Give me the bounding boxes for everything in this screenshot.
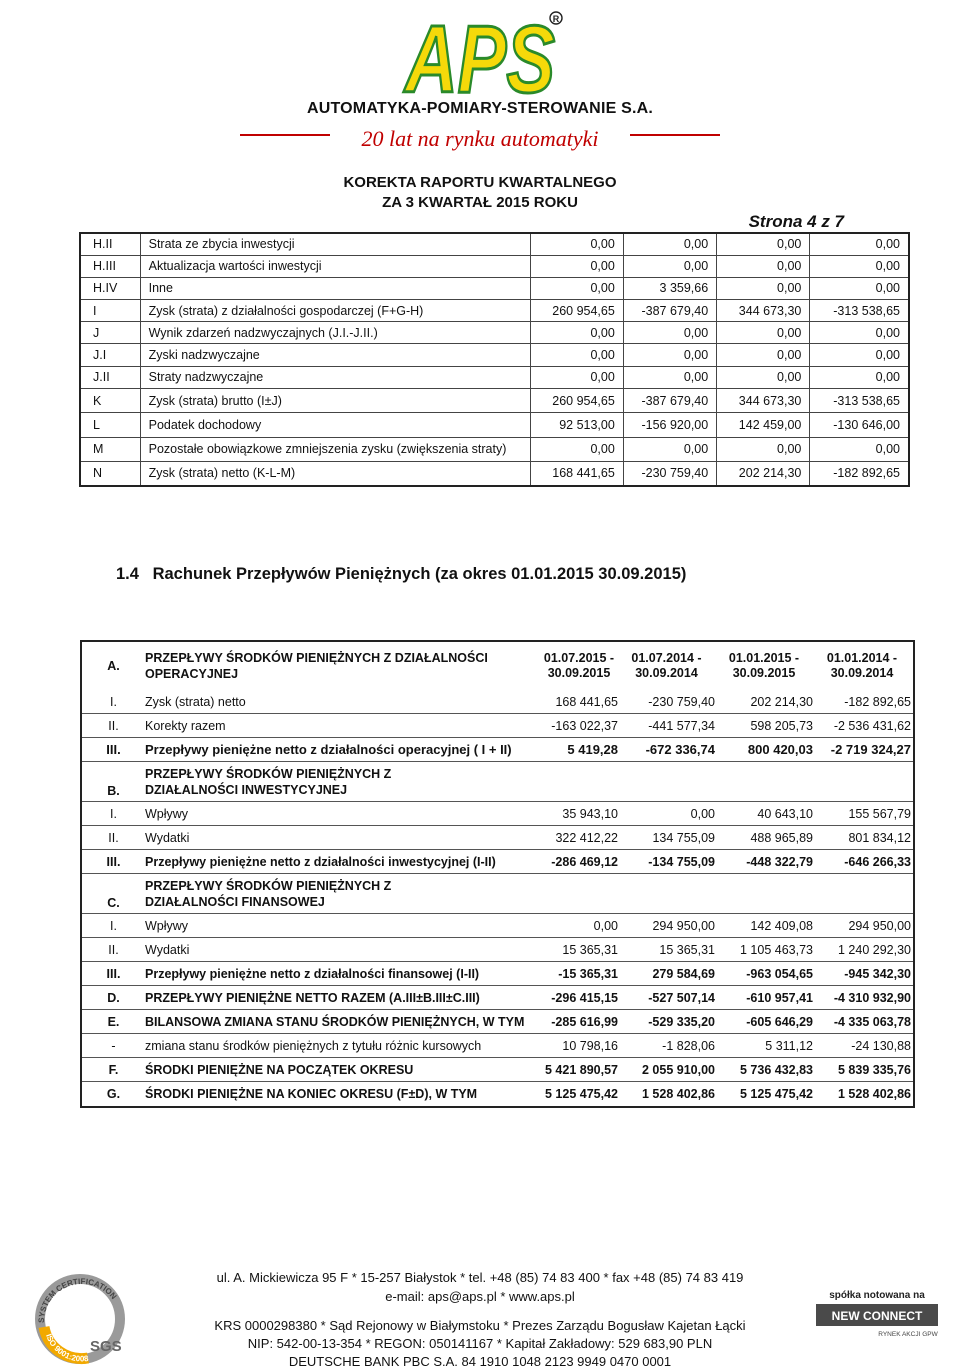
- row-value: 5 125 475,42: [740, 1087, 813, 1101]
- row-code: E.: [107, 1014, 120, 1029]
- table-row: [82, 986, 913, 1010]
- row-value: 142 409,08: [750, 918, 813, 933]
- row-value: -286 469,12: [551, 854, 618, 869]
- cash-flow-body: [82, 690, 913, 1106]
- header-period-4-end: 30.09.2014: [830, 666, 894, 680]
- row-value: 0,00: [690, 806, 715, 821]
- row-value: 1 105 463,73: [740, 942, 813, 957]
- row-value: 40 643,10: [757, 806, 813, 821]
- row-value: -230 759,40: [648, 694, 715, 709]
- row-value: 202 214,30: [750, 694, 813, 709]
- row-value: -529 335,20: [648, 1014, 715, 1029]
- row-label: Wpływy: [145, 806, 189, 821]
- table-row: [82, 802, 913, 826]
- row-value: -296 415,15: [551, 990, 618, 1005]
- header-period-4-start: 01.01.2014 -: [826, 651, 898, 665]
- footer-address: ul. A. Mickiewicza 95 F * 15-257 Białystok * tel. +48 (85) 74 83 400 * fax +48 (85) 74 83 419: [216, 1270, 744, 1285]
- row-value: 15 365,31: [562, 942, 618, 957]
- row-value: 488 965,89: [750, 830, 813, 845]
- row-value: 0,00: [717, 277, 810, 299]
- row-value: 0,00: [530, 322, 623, 344]
- table-row: [80, 277, 909, 299]
- row-label: Zysk (strata) netto (K-L-M): [140, 461, 530, 485]
- table-row: [82, 850, 913, 874]
- row-code: J: [80, 322, 140, 344]
- row-value: 0,00: [810, 255, 909, 277]
- row-value: 0,00: [623, 233, 716, 255]
- row-code: N: [80, 461, 140, 485]
- row-code: F.: [108, 1062, 119, 1077]
- row-value: 0,00: [810, 344, 909, 366]
- row-value: -387 679,40: [623, 388, 716, 412]
- row-value: -441 577,34: [648, 718, 715, 733]
- table-row: [82, 1010, 913, 1034]
- row-label: Przepływy pieniężne netto z działalności inwestycyjnej (I-II): [145, 854, 496, 869]
- table-row: [80, 255, 909, 277]
- row-value: -387 679,40: [623, 300, 716, 322]
- row-code: II.: [108, 942, 119, 957]
- row-code: H.III: [80, 255, 140, 277]
- table-row: [82, 690, 913, 714]
- row-value: 92 513,00: [530, 413, 623, 437]
- row-value: 0,00: [717, 366, 810, 388]
- cert-iso-text: ISO 9001:2008: [44, 1332, 89, 1364]
- row-value: 0,00: [717, 255, 810, 277]
- row-label: ŚRODKI PIENIĘŻNE NA KONIEC OKRESU (F±D), W TYM: [145, 1087, 478, 1101]
- row-value: 0,00: [623, 366, 716, 388]
- row-code: I.: [110, 918, 117, 933]
- row-value: 142 459,00: [717, 413, 810, 437]
- row-value: -134 755,09: [648, 854, 715, 869]
- row-value: 1 240 292,30: [838, 942, 911, 957]
- row-value: 800 420,03: [747, 742, 813, 757]
- aps-logo: [396, 6, 564, 102]
- row-value: 155 567,79: [848, 806, 911, 821]
- header-period-3-start: 01.01.2015 -: [728, 651, 800, 665]
- row-label: PRZEPŁYWY PIENIĘŻNE NETTO RAZEM (A.III±B.III±C.III): [145, 990, 480, 1005]
- row-code: I.: [110, 806, 117, 821]
- row-value: 0,00: [810, 437, 909, 461]
- row-value: 35 943,10: [562, 806, 618, 821]
- row-code: III.: [106, 966, 121, 981]
- company-name: AUTOMATYKA-POMIARY-STEROWANIE S.A.: [306, 100, 654, 117]
- row-value: 1 528 402,86: [838, 1087, 911, 1101]
- row-value: 0,00: [810, 277, 909, 299]
- row-value: 0,00: [810, 322, 909, 344]
- row-value: 168 441,65: [530, 461, 623, 485]
- row-code: L: [80, 413, 140, 437]
- row-value: 5 311,12: [765, 1038, 813, 1053]
- row-value: 0,00: [530, 344, 623, 366]
- row-label: zmiana stanu środków pieniężnych z tytułu różnic kursowych: [145, 1038, 482, 1053]
- row-value: -15 365,31: [558, 966, 618, 981]
- footer-nip: NIP: 542-00-13-354 * REGON: 050141167 * Kapitał Zakładowy: 529 683,90 PLN: [247, 1336, 713, 1351]
- page-number: Strona 4 z 7: [748, 212, 844, 231]
- row-value: -156 920,00: [623, 413, 716, 437]
- row-value: 0,00: [530, 255, 623, 277]
- table-row: [80, 437, 909, 461]
- row-value: -527 507,14: [648, 990, 715, 1005]
- row-value: -182 892,65: [844, 694, 911, 709]
- table-row: [82, 962, 913, 986]
- row-value: -230 759,40: [623, 461, 716, 485]
- row-value: -448 322,79: [746, 854, 813, 869]
- row-value: 279 584,69: [652, 966, 715, 981]
- table-row: [82, 738, 913, 762]
- row-value: 2 055 910,00: [642, 1062, 715, 1077]
- row-value: -646 266,33: [844, 854, 911, 869]
- section-title: [116, 565, 686, 584]
- table-row: [82, 914, 913, 938]
- table-row: [80, 413, 909, 437]
- row-value: 0,00: [530, 233, 623, 255]
- row-value: 168 441,65: [555, 694, 618, 709]
- row-value: 322 412,22: [555, 830, 618, 845]
- row-value: 134 755,09: [652, 830, 715, 845]
- row-label: Pozostałe obowiązkowe zmniejszenia zysku (zwiększenia straty): [140, 437, 530, 461]
- svg-text:R: R: [552, 14, 560, 24]
- report-title-line1: KOREKTA RAPORTU KWARTALNEGO: [343, 174, 617, 191]
- tagline-right-rule: [630, 134, 720, 136]
- row-label: Korekty razem: [145, 718, 226, 733]
- row-value: 10 798,16: [562, 1038, 618, 1053]
- table-row: [80, 366, 909, 388]
- row-code: II.: [108, 830, 119, 845]
- row-value: 5 125 475,42: [545, 1087, 618, 1101]
- aps-logo-text: APS: [403, 6, 555, 102]
- row-value: -2 536 431,62: [833, 718, 911, 733]
- row-value: 260 954,65: [530, 388, 623, 412]
- tagline-row: [0, 126, 960, 156]
- row-value: -610 957,41: [746, 990, 813, 1005]
- row-label: Wydatki: [145, 942, 190, 957]
- income-statement-table: [79, 232, 910, 487]
- header-period-1-end: 30.09.2015: [547, 666, 611, 680]
- row-label: Przepływy pieniężne netto z działalności finansowej (I-II): [145, 966, 480, 981]
- row-value: 5 419,28: [567, 742, 618, 757]
- table-row: [80, 461, 909, 485]
- row-value: 202 214,30: [717, 461, 810, 485]
- row-value: 294 950,00: [652, 918, 715, 933]
- row-label: Podatek dochodowy: [140, 413, 530, 437]
- row-value: 0,00: [530, 366, 623, 388]
- row-label: Inne: [140, 277, 530, 299]
- header-period-1-start: 01.07.2015 -: [543, 651, 615, 665]
- row-value: -313 538,65: [810, 300, 909, 322]
- cert-sgs-text: SGS: [90, 1338, 122, 1355]
- row-code: K: [80, 388, 140, 412]
- row-value: 260 954,65: [530, 300, 623, 322]
- row-label: Wpływy: [145, 918, 189, 933]
- row-value: 5 736 432,83: [740, 1062, 813, 1077]
- row-code: H.IV: [80, 277, 140, 299]
- table-row: [80, 388, 909, 412]
- row-value: 344 673,30: [717, 300, 810, 322]
- row-code: II.: [108, 718, 119, 733]
- row-value: -1 828,06: [662, 1038, 715, 1053]
- header-period-2-end: 30.09.2014: [635, 666, 698, 680]
- row-value: -605 646,29: [746, 1014, 813, 1029]
- row-label: Aktualizacja wartości inwestycji: [140, 255, 530, 277]
- row-value: 5 421 890,57: [545, 1062, 618, 1077]
- footer-contact: e-mail: aps@aps.pl * www.aps.pl: [385, 1289, 575, 1304]
- row-code: III.: [106, 742, 121, 757]
- row-label: Zysk (strata) netto: [145, 694, 246, 709]
- gpw-mid-text: NEW CONNECT: [831, 1309, 923, 1323]
- row-value: 598 205,73: [750, 718, 813, 733]
- row-label: Zysk (strata) brutto (I±J): [140, 388, 530, 412]
- section-row: [82, 874, 913, 914]
- row-label: Przepływy pieniężne netto z działalności operacyjnej ( I + II): [145, 742, 512, 757]
- row-code: B.: [107, 784, 120, 798]
- row-label: Strata ze zbycia inwestycji: [140, 233, 530, 255]
- row-value: 0,00: [717, 437, 810, 461]
- row-label: Wynik zdarzeń nadzwyczajnych (J.I.-J.II.): [140, 322, 530, 344]
- row-value: -945 342,30: [844, 966, 911, 981]
- row-value: -24 130,88: [851, 1038, 911, 1053]
- table-row: [82, 826, 913, 850]
- row-value: 0,00: [810, 233, 909, 255]
- row-code: C.: [107, 896, 120, 910]
- row-label: PRZEPŁYWY ŚRODKÓW PIENIĘŻNYCH Z DZIAŁALNOŚCI INWESTYCYJNEJ: [145, 766, 392, 797]
- row-value: 0,00: [717, 344, 810, 366]
- section-number: 1.4: [116, 565, 139, 583]
- gpw-sub-text: RYNEK AKCJI GPW: [878, 1331, 938, 1338]
- row-code: J.II: [80, 366, 140, 388]
- header-period-2-start: 01.07.2014 -: [631, 651, 702, 665]
- header-period-3-end: 30.09.2015: [732, 666, 796, 680]
- section-title-text: Rachunek Przepływów Pieniężnych (za okres 01.01.2015 30.09.2015): [152, 565, 687, 583]
- row-value: 344 673,30: [717, 388, 810, 412]
- row-value: 0,00: [530, 277, 623, 299]
- table-row: [82, 714, 913, 738]
- row-label: PRZEPŁYWY ŚRODKÓW PIENIĘŻNYCH Z DZIAŁALNOŚCI FINANSOWEJ: [145, 878, 392, 909]
- row-value: 801 834,12: [848, 830, 911, 845]
- row-value: -182 892,65: [810, 461, 909, 485]
- row-label: BILANSOWA ZMIANA STANU ŚRODKÓW PIENIĘŻNYCH, W TYM: [145, 1014, 525, 1029]
- row-value: -963 054,65: [746, 966, 813, 981]
- gpw-top-text: spółka notowana na: [829, 1290, 925, 1301]
- row-label: ŚRODKI PIENIĘŻNE NA POCZĄTEK OKRESU: [145, 1062, 414, 1077]
- row-label: Zyski nadzwyczajne: [140, 344, 530, 366]
- row-value: -4 310 932,90: [833, 990, 911, 1005]
- cash-flow-table: [80, 640, 915, 1108]
- row-value: 0,00: [717, 233, 810, 255]
- row-value: 1 528 402,86: [642, 1087, 715, 1101]
- row-value: -2 719 324,27: [830, 742, 911, 757]
- row-value: 0,00: [810, 366, 909, 388]
- row-value: 0,00: [623, 255, 716, 277]
- row-value: -163 022,37: [551, 718, 618, 733]
- row-code: I.: [110, 694, 117, 709]
- row-value: -313 538,65: [810, 388, 909, 412]
- row-value: 0,00: [717, 322, 810, 344]
- row-value: 0,00: [530, 437, 623, 461]
- table-row: [80, 300, 909, 322]
- row-code: -: [111, 1038, 116, 1053]
- row-code: J.I: [80, 344, 140, 366]
- row-label: Wydatki: [145, 830, 190, 845]
- table-row: [82, 1034, 913, 1058]
- table-row: [82, 938, 913, 962]
- table-row: [80, 233, 909, 255]
- row-code: I: [80, 300, 140, 322]
- row-value: 0,00: [623, 344, 716, 366]
- tagline: 20 lat na rynku automatyki: [361, 126, 599, 151]
- header-period-1: [540, 651, 618, 681]
- row-code: H.II: [80, 233, 140, 255]
- header-label: PRZEPŁYWY ŚRODKÓW PIENIĘŻNYCH Z DZIAŁALNOŚCI OPERACYJNEJ: [145, 651, 488, 681]
- cert-top-text: SYSTEM CERTIFICATION: [36, 1276, 119, 1324]
- table-row: [82, 1058, 913, 1082]
- row-value: -285 616,99: [551, 1014, 618, 1029]
- table-row: [82, 1082, 913, 1106]
- header-period-3: [715, 651, 813, 681]
- footer-bank: DEUTSCHE BANK PBC S.A. 84 1910 1048 2123 9949 0470 0001: [288, 1354, 672, 1369]
- newconnect-logo: [812, 1286, 942, 1340]
- header-period-4: [813, 651, 911, 681]
- row-value: 0,00: [623, 322, 716, 344]
- cash-flow-header: [82, 642, 913, 690]
- row-value: -4 335 063,78: [833, 1014, 911, 1029]
- row-value: 0,00: [593, 918, 618, 933]
- row-value: 3 359,66: [623, 277, 716, 299]
- row-label: Straty nadzwyczajne: [140, 366, 530, 388]
- section-row: [82, 762, 913, 802]
- table-row: [80, 344, 909, 366]
- row-code: M: [80, 437, 140, 461]
- row-code: G.: [106, 1087, 121, 1101]
- row-value: -672 336,74: [645, 742, 715, 757]
- header-code: A.: [107, 659, 120, 673]
- row-value: 0,00: [623, 437, 716, 461]
- row-code: D.: [107, 990, 120, 1005]
- row-value: -130 646,00: [810, 413, 909, 437]
- header-period-2: [618, 651, 715, 681]
- report-title-line2: ZA 3 KWARTAŁ 2015 ROKU: [382, 194, 578, 211]
- row-value: 15 365,31: [659, 942, 715, 957]
- row-value: 294 950,00: [848, 918, 911, 933]
- row-label: Zysk (strata) z działalności gospodarczej (F+G-H): [140, 300, 530, 322]
- table-row: [80, 322, 909, 344]
- row-value: 5 839 335,76: [838, 1062, 911, 1077]
- footer-krs: KRS 0000298380 * Sąd Rejonowy w Białymstoku * Prezes Zarządu Bogusław Kajetan Łącki: [214, 1318, 746, 1333]
- row-code: III.: [106, 854, 121, 869]
